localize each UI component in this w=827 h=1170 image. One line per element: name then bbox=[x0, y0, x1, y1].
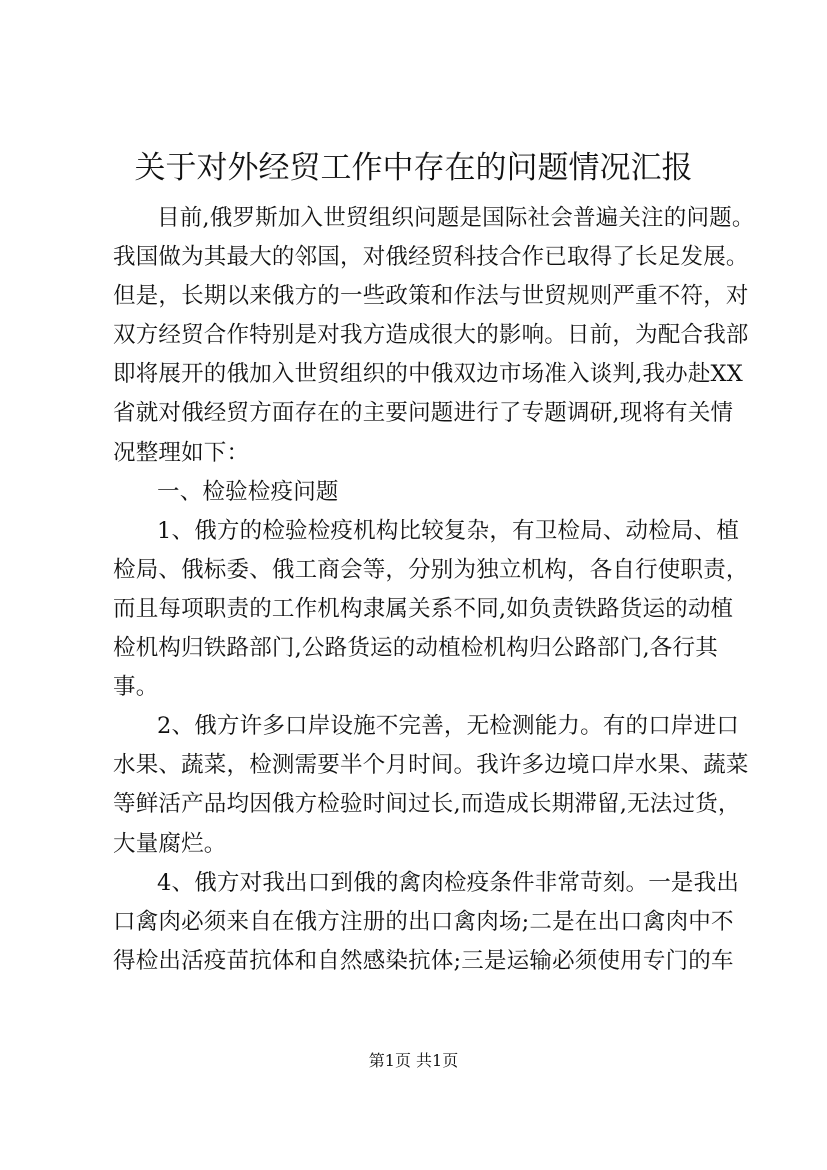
paragraph-line: 事。 bbox=[113, 674, 159, 701]
paragraph-line: 1、俄方的检验检疫机构比较复杂，有卫检局、动检局、植 bbox=[157, 517, 740, 544]
paragraph-line: 省就对俄经贸方面存在的主要问题进行了专题调研,现将有关情 bbox=[113, 400, 734, 427]
paragraph-line: 4、俄方对我出口到俄的禽肉检疫条件非常苛刻。一是我出 bbox=[157, 869, 740, 896]
paragraph-line: 2、俄方许多口岸设施不完善，无检测能力。有的口岸进口 bbox=[157, 713, 740, 740]
paragraph-line: 况整理如下： bbox=[113, 439, 250, 466]
paragraph-line: 我国做为其最大的邻国，对俄经贸科技合作已取得了长足发展。 bbox=[113, 244, 749, 271]
paragraph-line: 目前,俄罗斯加入世贸组织问题是国际社会普遍关注的问题。 bbox=[157, 205, 755, 231]
document-body bbox=[113, 199, 755, 981]
paragraph-line: 得检出活疫苗抗体和自然感染抗体;三是运输必须使用专门的车 bbox=[113, 947, 734, 974]
page-footer: 第1页 共1页 bbox=[368, 1051, 459, 1070]
paragraph-line: 双方经贸合作特别是对我方造成很大的影响。日前，为配合我部 bbox=[113, 322, 749, 349]
paragraph-line: 大量腐烂。 bbox=[113, 830, 227, 857]
paragraph-line: 但是，长期以来俄方的一些政策和作法与世贸规则严重不符，对 bbox=[113, 283, 749, 310]
paragraph-line: 即将展开的俄加入世贸组织的中俄双边市场准入谈判,我办赴XX bbox=[113, 361, 743, 388]
paragraph-line: 水果、蔬菜，检测需要半个月时间。我许多边境口岸水果、蔬菜 bbox=[113, 752, 749, 779]
paragraph-line: 口禽肉必须来自在俄方注册的出口禽肉场;二是在出口禽肉中不 bbox=[113, 908, 734, 935]
paragraph-line: 等鲜活产品均因俄方检验时间过长,而造成长期滞留,无法过货， bbox=[113, 791, 741, 818]
document-title: 关于对外经贸工作中存在的问题情况汇报 bbox=[134, 150, 693, 186]
paragraph-line: 检局、俄标委、俄工商会等，分别为独立机构，各自行使职责， bbox=[113, 556, 749, 583]
paragraph-line: 而且每项职责的工作机构隶属关系不同,如负责铁路货运的动植 bbox=[113, 595, 734, 622]
section-heading: 一、检验检疫问题 bbox=[157, 478, 339, 505]
paragraph-line: 检机构归铁路部门,公路货运的动植检机构归公路部门,各行其 bbox=[113, 635, 718, 662]
